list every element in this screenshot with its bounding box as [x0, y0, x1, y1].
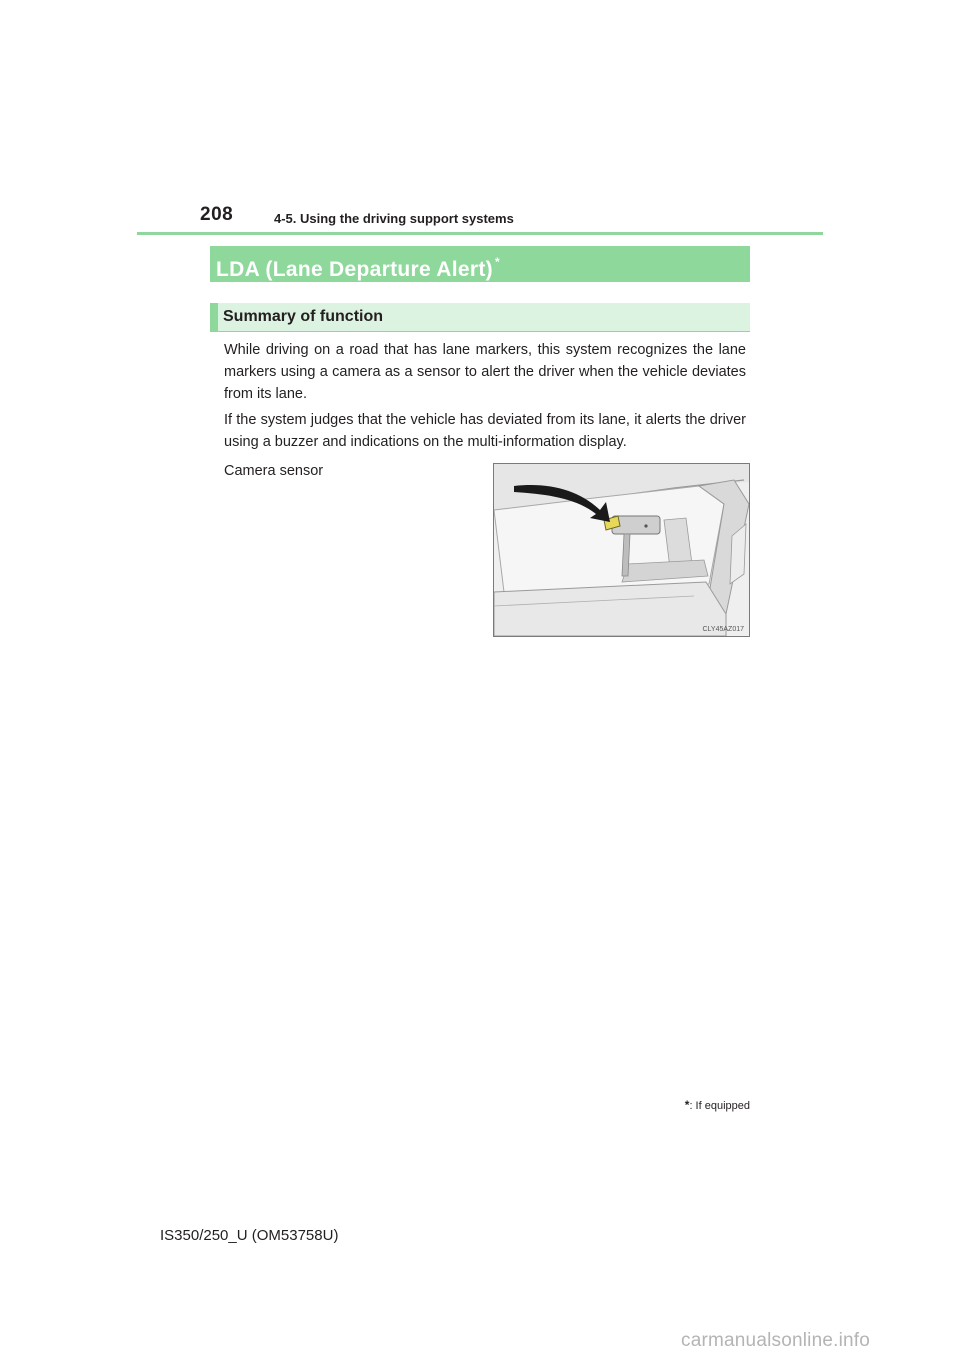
footnote-marker: *: [684, 1098, 690, 1112]
title-bar: [210, 246, 750, 282]
header-rule: [137, 232, 823, 235]
body-paragraph-2: If the system judges that the vehicle has deviated from its lane, it alerts the driver using a buzzer and indications on the multi-information display.: [224, 412, 746, 450]
car-interior-drawing: [494, 464, 749, 636]
subsection-heading: Summary of function: [223, 308, 384, 325]
footnote: [670, 1098, 750, 1112]
figure-code: CLY45AZ017: [702, 626, 744, 633]
page-title: LDA (Lane Departure Alert): [216, 258, 493, 281]
page-number: 208: [200, 204, 234, 225]
section-label: 4-5. Using the driving support systems: [274, 211, 514, 226]
figure-caption: Camera sensor: [224, 463, 324, 479]
camera-sensor-illustration: [493, 463, 750, 637]
subsection-bar: [210, 303, 750, 332]
model-code: IS350/250_U (OM53758U): [160, 1227, 339, 1244]
body-paragraph-1: While driving on a road that has lane markers, this system recognizes the lane markers using a camera as a sensor to alert the driver when the vehicle deviates from its lane.: [224, 342, 746, 402]
footnote-text: : If equipped: [689, 1100, 750, 1112]
title-footnote-marker: *: [494, 255, 500, 269]
watermark: carmanualsonline.info: [681, 1330, 871, 1351]
